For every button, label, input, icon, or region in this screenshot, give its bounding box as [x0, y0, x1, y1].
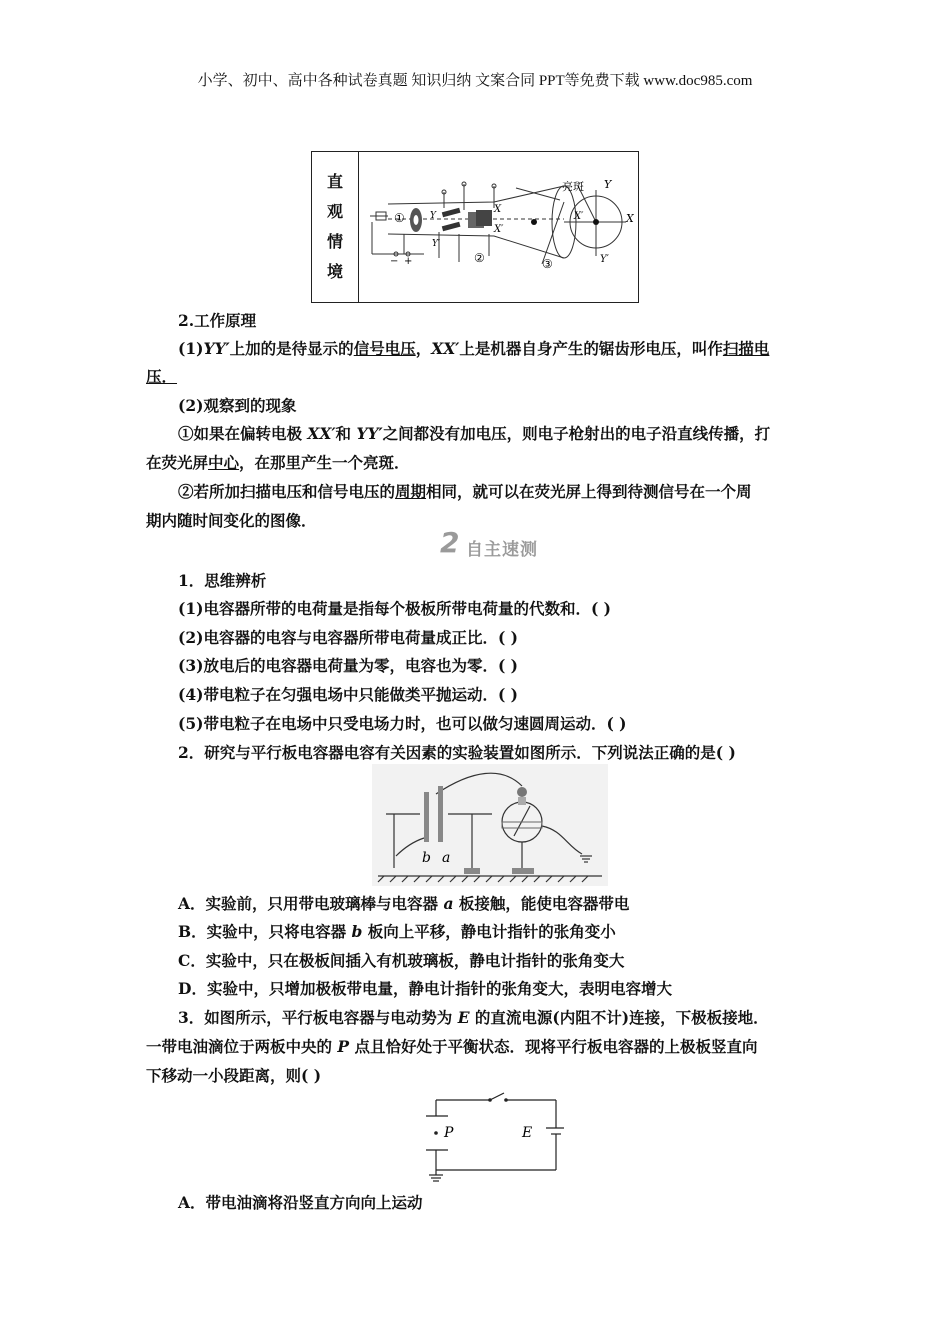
plate-xp-label: X′ — [494, 224, 504, 235]
oscilloscope-diagram — [364, 172, 634, 282]
plate-x-label: X — [494, 204, 502, 215]
plate-a-label: a — [442, 850, 451, 866]
paragraph-3-cont: 在荧光屏中心，在那里产生一个亮斑． — [146, 453, 410, 472]
table-label — [312, 152, 359, 302]
plate-y-label: Y — [430, 211, 436, 221]
circuit-figure — [418, 1090, 564, 1182]
section-title: 2.工作原理 — [178, 311, 257, 330]
paragraph-2: (2)观察到的现象 — [178, 396, 297, 415]
paragraph-4: ②若所加扫描电压和信号电压的周期相同，就可以在荧光屏上得到待测信号在一个周 — [178, 482, 752, 501]
self-test-badge — [440, 526, 546, 560]
paragraph-1: (1)YY′上加的是待显示的信号电压，XX′上是机器自身产生的锯齿形电压，叫作扫描电 — [178, 339, 770, 358]
q1-title: 1．思维辨析 — [178, 571, 267, 590]
q1-item: (1)电容器所带的电荷量是指每个极板所带电荷量的代数和．( ) — [178, 599, 612, 618]
axis-x-label: X — [626, 212, 634, 225]
electrometer-figure — [372, 764, 608, 886]
page-header: 小学、初中、高中各种试卷真题 知识归纳 文案合同 PPT等免费下载 www.doc985.com — [197, 73, 753, 89]
q2-stem: 2．研究与平行板电容器电容有关因素的实验装置如图所示．下列说法正确的是( ) — [178, 743, 736, 762]
q2-option-b: B．实验中，只将电容器 b 板向上平移，静电计指针的张角变小 — [178, 922, 616, 941]
q1-item: (3)放电后的电容器电荷量为零，电容也为零．( ) — [178, 656, 519, 675]
q1-item: (5)带电粒子在电场中只受电场力时，也可以做匀速圆周运动．( ) — [178, 714, 627, 733]
q1-item: (4)带电粒子在匀强电场中只能做类平抛运动．( ) — [178, 685, 519, 704]
q2-option-c: C．实验中，只在极板间插入有机玻璃板，静电计指针的张角变大 — [178, 951, 625, 970]
q2-option-a: A．实验前，只用带电玻璃棒与电容器 a 板接触，能使电容器带电 — [178, 894, 630, 913]
q3-stem-line2: 一带电油滴位于两板中央的 P 点且恰好处于平衡状态．现将平行板电容器的上极板竖直向 — [146, 1037, 758, 1056]
minus-sign: − — [390, 256, 399, 267]
axis-yp-label: Y′ — [600, 254, 609, 265]
q2-option-d: D．实验中，只增加极板带电量，静电计指针的张角变大，表明电容增大 — [178, 979, 672, 998]
marker-2: ② — [474, 251, 485, 265]
bright-spot-label: 亮斑 — [562, 180, 584, 193]
axis-xp-label: X′ — [574, 211, 584, 222]
q3-option-a: A．带电油滴将沿竖直方向向上运动 — [178, 1193, 423, 1212]
point-p-label: P — [444, 1125, 454, 1141]
badge-text: 自主速测 — [466, 540, 538, 560]
axis-y-label: Y — [604, 178, 612, 191]
badge-number: 2 — [440, 526, 460, 559]
paragraph-4-cont: 期内随时间变化的图像． — [146, 511, 317, 530]
q3-stem-line3: 下移动一小段距离，则( ) — [146, 1066, 322, 1085]
emf-e-label: E — [522, 1125, 533, 1141]
plus-sign: + — [404, 256, 413, 267]
marker-1: ① — [394, 211, 405, 225]
label-char: 直 — [326, 172, 343, 191]
paragraph-3: ①如果在偏转电极 XX′和 YY′之间都没有加电压，则电子枪射出的电子沿直线传播，打 — [178, 424, 771, 443]
label-char: 境 — [326, 262, 343, 281]
label-char: 观 — [326, 202, 343, 221]
q1-item: (2)电容器的电容与电容器所带电荷量成正比．( ) — [178, 628, 519, 647]
intuitive-situation-table — [311, 151, 639, 303]
plate-b-label: b — [422, 850, 431, 866]
q3-stem-line1: 3．如图所示，平行板电容器与电动势为 E 的直流电源(内阻不计)连接，下极板接地． — [178, 1008, 769, 1027]
label-char: 情 — [326, 232, 343, 251]
plate-yp-label: Y′ — [432, 239, 440, 249]
marker-3: ③ — [542, 257, 553, 271]
paragraph-1-cont: 压． — [146, 367, 178, 386]
